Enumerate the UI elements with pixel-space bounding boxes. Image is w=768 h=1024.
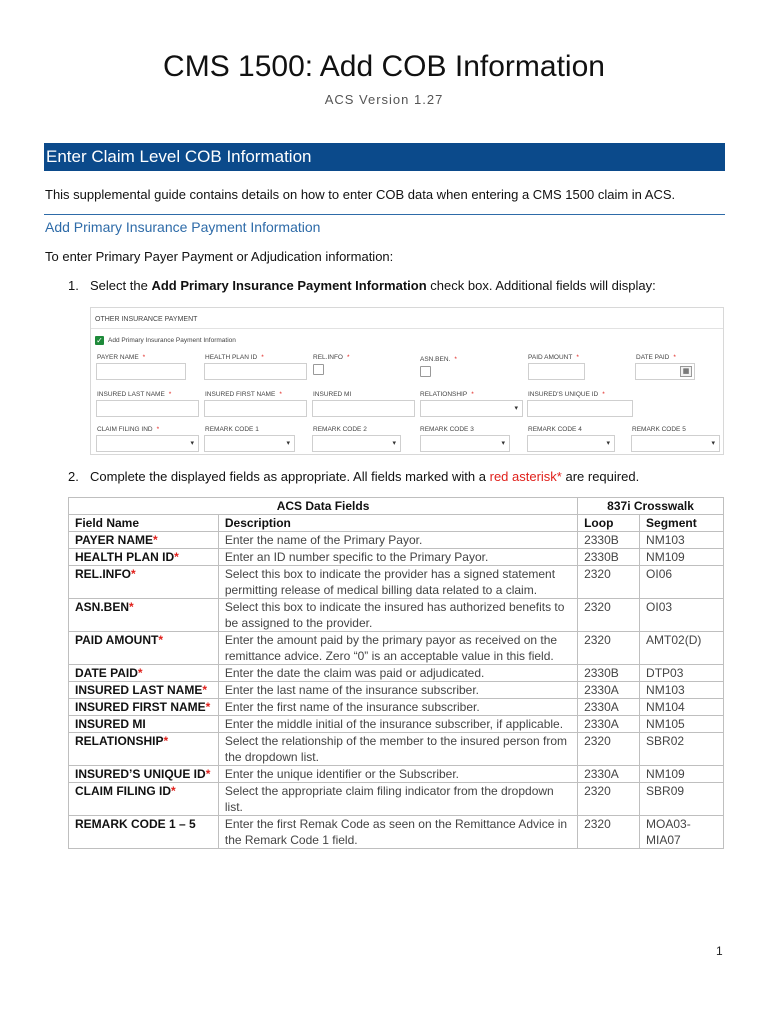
relationship-select[interactable] <box>420 400 523 417</box>
loop-cell: 2330B <box>578 532 640 549</box>
required-asterisk: * <box>205 700 211 714</box>
loop-cell: 2320 <box>578 566 640 599</box>
required-asterisk: * <box>205 767 211 781</box>
segment-cell: NM103 <box>640 532 724 549</box>
step-1 <box>68 278 656 293</box>
table-row <box>69 766 724 783</box>
table-row <box>69 783 724 816</box>
step-text-prefix: Complete the displayed fields as appropriate. All fields marked with a <box>90 469 490 484</box>
section-heading: Enter Claim Level COB Information <box>44 143 725 171</box>
insured-mi-input[interactable] <box>312 400 415 417</box>
field-name-cell <box>69 816 219 849</box>
health-plan-id-input[interactable] <box>204 363 307 380</box>
field-name: PAID AMOUNT <box>75 633 159 647</box>
segment-cell: NM109 <box>640 549 724 566</box>
paid-amount-label: PAID AMOUNT * <box>528 354 579 361</box>
loop-cell: 2330A <box>578 716 640 733</box>
description-cell: Select this box to indicate the provider has a signed statement permitting release of medical billing data related to a claim. <box>218 566 577 599</box>
field-name-cell <box>69 599 219 632</box>
claim-filing-ind-label: CLAIM FILING IND * <box>97 426 160 433</box>
loop-cell: 2320 <box>578 816 640 849</box>
subsection-divider <box>44 214 725 215</box>
description-cell: Enter the first name of the insurance subscriber. <box>218 699 577 716</box>
table-row <box>69 532 724 549</box>
paid-amount-input[interactable] <box>528 363 585 380</box>
remark-code-2-label: REMARK CODE 2 <box>313 426 367 433</box>
remark-code-1-select[interactable] <box>204 435 295 452</box>
field-name-cell <box>69 783 219 816</box>
loop-cell: 2320 <box>578 783 640 816</box>
date-paid-input[interactable] <box>635 363 695 380</box>
required-asterisk: * <box>163 734 169 748</box>
remark-code-5-select[interactable] <box>631 435 720 452</box>
version-label: ACS Version 1.27 <box>324 92 444 107</box>
add-primary-insurance-checkbox-row[interactable] <box>95 336 236 345</box>
description-cell: Enter an ID number specific to the Primary Payor. <box>218 549 577 566</box>
remark-code-5-label: REMARK CODE 5 <box>632 426 686 433</box>
field-name: REMARK CODE 1 – 5 <box>75 817 196 831</box>
insured-first-name-input[interactable] <box>204 400 307 417</box>
description-cell: Select this box to indicate the insured has authorized benefits to be assigned to the provider. <box>218 599 577 632</box>
required-asterisk: * <box>153 533 158 547</box>
segment-cell: NM104 <box>640 699 724 716</box>
description-cell: Enter the unique identifier or the Subscriber. <box>218 766 577 783</box>
step-2 <box>68 469 639 484</box>
date-paid-label: DATE PAID * <box>636 354 676 361</box>
rel-info-label: REL.INFO * <box>313 354 350 361</box>
field-name-cell <box>69 716 219 733</box>
loop-cell: 2330B <box>578 665 640 682</box>
field-name: ASN.BEN <box>75 600 130 614</box>
asn-ben-label: ASN.BEN. * <box>420 356 457 363</box>
column-header: Segment <box>640 515 724 532</box>
description-cell: Select the relationship of the member to the insured person from the dropdown list. <box>218 733 577 766</box>
table-row <box>69 733 724 766</box>
remark-code-2-select[interactable] <box>312 435 401 452</box>
field-name-cell <box>69 733 219 766</box>
field-name: CLAIM FILING ID <box>75 784 171 798</box>
remark-code-3-select[interactable] <box>420 435 510 452</box>
description-cell: Enter the last name of the insurance subscriber. <box>218 682 577 699</box>
checkmark-icon[interactable]: ✓ <box>96 336 103 345</box>
intro-paragraph: This supplemental guide contains details on how to enter COB data when entering a CMS 1500 claim in ACS. <box>45 187 676 202</box>
field-name-cell <box>69 699 219 716</box>
loop-cell: 2330B <box>578 549 640 566</box>
step-text-red: red asterisk* <box>489 469 562 484</box>
chevron-down-icon: ▾ <box>392 440 396 447</box>
checkbox-label: Add Primary Insurance Payment Information <box>108 337 236 344</box>
field-name: RELATIONSHIP <box>75 734 164 748</box>
segment-cell: OI06 <box>640 566 724 599</box>
description-cell: Enter the name of the Primary Payor. <box>218 532 577 549</box>
form-header-divider <box>91 328 723 329</box>
loop-cell: 2330A <box>578 766 640 783</box>
column-header: Field Name <box>69 515 219 532</box>
field-name-cell <box>69 549 219 566</box>
table-row <box>69 566 724 599</box>
field-name: INSURED’S UNIQUE ID <box>75 767 206 781</box>
required-asterisk: * <box>174 550 179 564</box>
description-cell: Enter the date the claim was paid or adjudicated. <box>218 665 577 682</box>
required-asterisk: * <box>129 600 134 614</box>
field-name-cell <box>69 532 219 549</box>
loop-cell: 2330A <box>578 682 640 699</box>
field-name: REL.INFO <box>75 567 131 581</box>
segment-cell: DTP03 <box>640 665 724 682</box>
field-name-cell <box>69 665 219 682</box>
segment-cell: SBR02 <box>640 733 724 766</box>
table-row <box>69 632 724 665</box>
description-cell: Enter the first Remak Code as seen on the Remittance Advice in the Remark Code 1 field. <box>218 816 577 849</box>
remark-code-3-label: REMARK CODE 3 <box>420 426 474 433</box>
required-asterisk: * <box>158 633 163 647</box>
step-text-suffix: are required. <box>561 469 640 484</box>
field-name: PAYER NAME <box>75 533 154 547</box>
subsection-heading: Add Primary Insurance Payment Information <box>45 219 321 235</box>
loop-cell: 2320 <box>578 599 640 632</box>
remark-code-1-label: REMARK CODE 1 <box>205 426 259 433</box>
chevron-down-icon: ▾ <box>606 440 610 447</box>
payer-name-label: PAYER NAME * <box>97 354 146 361</box>
field-name: INSURED FIRST NAME <box>75 700 206 714</box>
step-number: 2. <box>68 469 79 484</box>
step-text-prefix: Select the <box>90 278 152 293</box>
column-header: Loop <box>578 515 640 532</box>
segment-cell: OI03 <box>640 599 724 632</box>
table-row <box>69 549 724 566</box>
field-name: INSURED MI <box>75 717 146 731</box>
field-name: HEALTH PLAN ID <box>75 550 175 564</box>
chevron-down-icon: ▾ <box>286 440 290 447</box>
instruction-paragraph: To enter Primary Payer Payment or Adjudication information: <box>45 249 394 264</box>
table-row <box>69 665 724 682</box>
field-name: DATE PAID <box>75 666 138 680</box>
description-cell: Enter the amount paid by the primary payor as received on the remittance advice. Zero “0” is an acceptable value in this field. <box>218 632 577 665</box>
table-row <box>69 716 724 733</box>
insured-mi-label: INSURED MI <box>313 391 352 398</box>
insured-first-name-label: INSURED FIRST NAME * <box>205 391 282 398</box>
segment-cell: NM109 <box>640 766 724 783</box>
table-row <box>69 682 724 699</box>
chevron-down-icon: ▾ <box>190 440 194 447</box>
asn-ben-checkbox[interactable] <box>420 366 431 377</box>
description-cell: Enter the middle initial of the insurance subscriber, if applicable. <box>218 716 577 733</box>
step-text-bold: Add Primary Insurance Payment Information <box>151 278 427 293</box>
insured-unique-id-label: INSURED'S UNIQUE ID * <box>528 391 605 398</box>
field-name: INSURED LAST NAME <box>75 683 203 697</box>
required-asterisk: * <box>202 683 208 697</box>
required-asterisk: * <box>131 567 136 581</box>
table-row <box>69 816 724 849</box>
insured-last-name-label: INSURED LAST NAME * <box>97 391 172 398</box>
segment-cell: AMT02(D) <box>640 632 724 665</box>
calendar-icon[interactable]: ▦ <box>680 366 692 377</box>
description-cell: Select the appropriate claim filing indicator from the dropdown list. <box>218 783 577 816</box>
field-name-cell <box>69 766 219 783</box>
rel-info-checkbox[interactable] <box>313 364 324 375</box>
required-asterisk: * <box>171 784 176 798</box>
chevron-down-icon: ▾ <box>711 440 715 447</box>
claim-filing-ind-select[interactable] <box>96 435 199 452</box>
form-header: OTHER INSURANCE PAYMENT <box>95 316 198 323</box>
segment-cell: SBR09 <box>640 783 724 816</box>
page-number: 1 <box>716 944 723 958</box>
field-name-cell <box>69 682 219 699</box>
payer-name-input[interactable] <box>96 363 186 380</box>
table-row <box>69 699 724 716</box>
field-name-cell <box>69 566 219 599</box>
segment-cell: MOA03-MIA07 <box>640 816 724 849</box>
remark-code-4-label: REMARK CODE 4 <box>528 426 582 433</box>
insured-last-name-input[interactable] <box>96 400 199 417</box>
loop-cell: 2320 <box>578 733 640 766</box>
insured-unique-id-input[interactable] <box>527 400 633 417</box>
group-header-crosswalk: 837i Crosswalk <box>578 498 724 515</box>
chevron-down-icon: ▾ <box>501 440 505 447</box>
step-text-suffix: check box. Additional fields will display: <box>426 278 656 293</box>
table-row <box>69 599 724 632</box>
column-header: Description <box>218 515 577 532</box>
remark-code-4-select[interactable] <box>527 435 615 452</box>
cob-fields-table <box>68 497 724 849</box>
loop-cell: 2320 <box>578 632 640 665</box>
segment-cell: NM105 <box>640 716 724 733</box>
segment-cell: NM103 <box>640 682 724 699</box>
relationship-label: RELATIONSHIP * <box>420 391 474 398</box>
health-plan-id-label: HEALTH PLAN ID * <box>205 354 264 361</box>
group-header-acs: ACS Data Fields <box>69 498 578 515</box>
required-asterisk: * <box>137 666 143 680</box>
loop-cell: 2330A <box>578 699 640 716</box>
chevron-down-icon: ▾ <box>514 405 518 412</box>
document-title: CMS 1500: Add COB Information <box>163 50 605 83</box>
step-number: 1. <box>68 278 79 293</box>
other-insurance-payment-form <box>90 307 724 455</box>
field-name-cell <box>69 632 219 665</box>
